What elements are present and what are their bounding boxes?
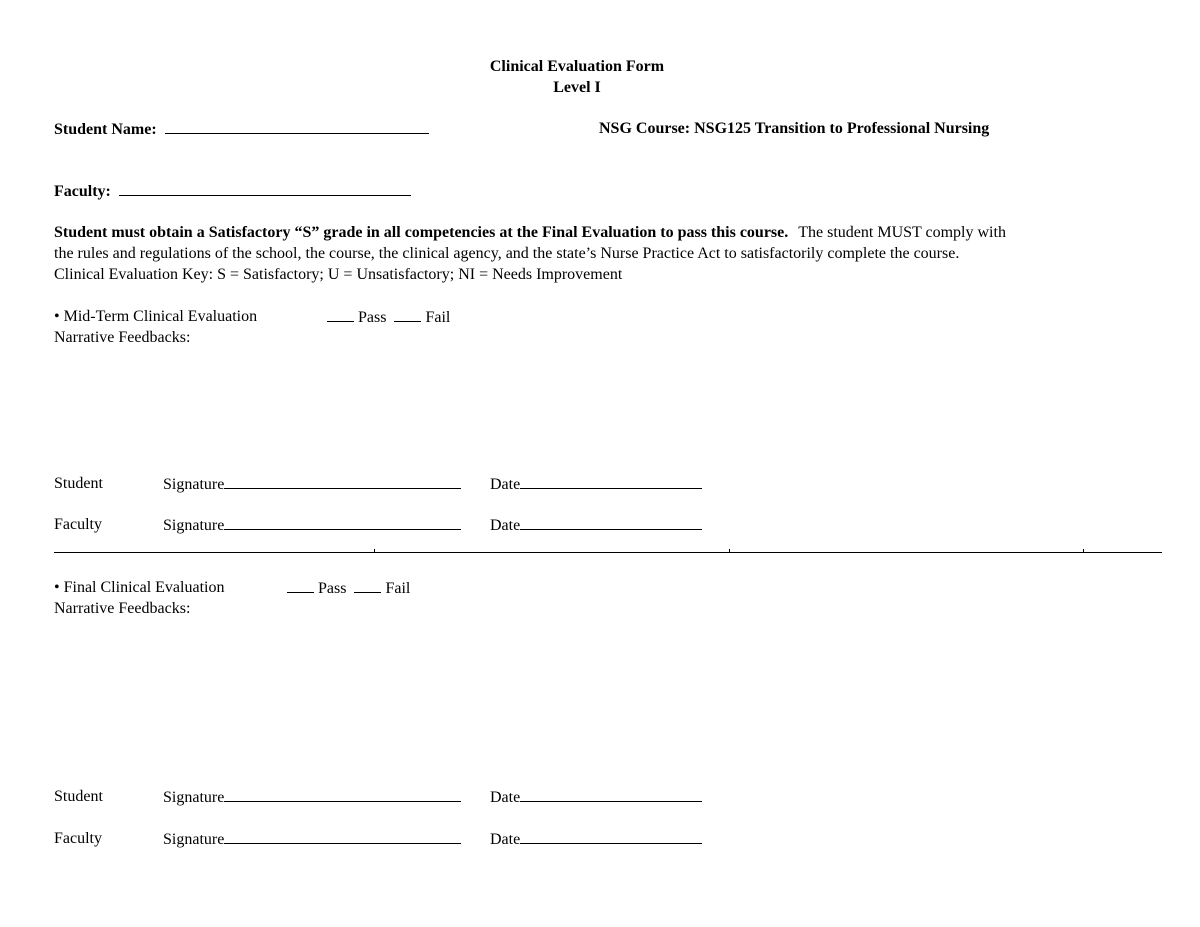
midterm-faculty-date bbox=[490, 514, 702, 536]
final-pass-fail bbox=[287, 577, 410, 599]
signature-label: Signature bbox=[163, 789, 225, 806]
signature-label: Signature bbox=[163, 831, 225, 848]
course-row bbox=[599, 118, 989, 139]
midterm-title: Mid-Term Clinical Evaluation bbox=[63, 308, 258, 325]
divider-tick bbox=[729, 549, 730, 552]
form-title: Clinical Evaluation Form bbox=[489, 58, 665, 75]
midterm-fail-label: Fail bbox=[425, 309, 451, 326]
final-fail-blank[interactable] bbox=[354, 577, 381, 593]
student-name-row bbox=[54, 118, 429, 140]
instructions-line-2: the rules and regulations of the school, the course, the clinical agency, and the state’s Nurse Practice Act to satisfactorily complete the course. bbox=[54, 245, 960, 262]
date-label: Date bbox=[490, 476, 521, 493]
final-heading bbox=[54, 577, 224, 598]
form-title-block bbox=[0, 56, 1154, 98]
final-student-date-field[interactable] bbox=[520, 786, 702, 802]
final-title: Final Clinical Evaluation bbox=[63, 579, 225, 596]
midterm-faculty-signature-field[interactable] bbox=[224, 514, 461, 530]
final-pass-blank[interactable] bbox=[287, 577, 314, 593]
date-label: Date bbox=[490, 789, 521, 806]
course-value: NSG125 Transition to Professional Nursing bbox=[694, 120, 990, 137]
final-student-signature-field[interactable] bbox=[224, 786, 461, 802]
midterm-pass-label: Pass bbox=[358, 309, 387, 326]
midterm-student-signature-field[interactable] bbox=[224, 473, 461, 489]
instructions-line1-rest: The student MUST comply with bbox=[798, 224, 1006, 241]
faculty-field[interactable] bbox=[119, 180, 411, 196]
midterm-student-date bbox=[490, 473, 702, 495]
midterm-feedback-label: Narrative Feedbacks: bbox=[54, 329, 191, 346]
evaluation-key: Clinical Evaluation Key: S = Satisfactory; U = Unsatisfactory; NI = Needs Improvement bbox=[54, 266, 623, 283]
divider-tick bbox=[374, 549, 375, 552]
student-name-label: Student Name: bbox=[54, 121, 157, 138]
midterm-faculty-date-field[interactable] bbox=[520, 514, 702, 530]
divider-tick bbox=[1083, 549, 1084, 552]
midterm-faculty-signature bbox=[163, 514, 461, 536]
student-name-field[interactable] bbox=[165, 118, 429, 134]
form-level: Level I bbox=[553, 79, 601, 96]
midterm-pass-fail bbox=[327, 306, 450, 328]
signature-label: Signature bbox=[163, 476, 225, 493]
midterm-student-date-field[interactable] bbox=[520, 473, 702, 489]
final-faculty-signature-field[interactable] bbox=[224, 828, 461, 844]
midterm-pass-blank[interactable] bbox=[327, 306, 354, 322]
course-label: NSG Course: bbox=[599, 120, 691, 137]
date-label: Date bbox=[490, 517, 521, 534]
final-faculty-date bbox=[490, 828, 702, 850]
final-faculty-date-field[interactable] bbox=[520, 828, 702, 844]
midterm-heading bbox=[54, 306, 257, 327]
final-faculty-signature bbox=[163, 828, 461, 850]
bullet-icon: • bbox=[54, 579, 60, 596]
bullet-icon: • bbox=[54, 308, 60, 325]
final-student-signature bbox=[163, 786, 461, 808]
signature-label: Signature bbox=[163, 517, 225, 534]
midterm-student-signature bbox=[163, 473, 461, 495]
midterm-fail-blank[interactable] bbox=[394, 306, 421, 322]
faculty-row bbox=[54, 180, 411, 202]
midterm-faculty-label: Faculty bbox=[54, 516, 102, 533]
final-student-date bbox=[490, 786, 702, 808]
faculty-label: Faculty: bbox=[54, 183, 111, 200]
final-fail-label: Fail bbox=[385, 580, 411, 597]
section-divider bbox=[54, 552, 1162, 553]
final-faculty-label: Faculty bbox=[54, 830, 102, 847]
final-pass-label: Pass bbox=[318, 580, 347, 597]
midterm-student-label: Student bbox=[54, 475, 103, 492]
date-label: Date bbox=[490, 831, 521, 848]
final-feedback-label: Narrative Feedbacks: bbox=[54, 600, 191, 617]
instructions-bold: Student must obtain a Satisfactory “S” grade in all competencies at the Final Evaluation to pass this course. bbox=[54, 224, 789, 241]
instructions-line-1 bbox=[54, 222, 1006, 243]
final-student-label: Student bbox=[54, 788, 103, 805]
